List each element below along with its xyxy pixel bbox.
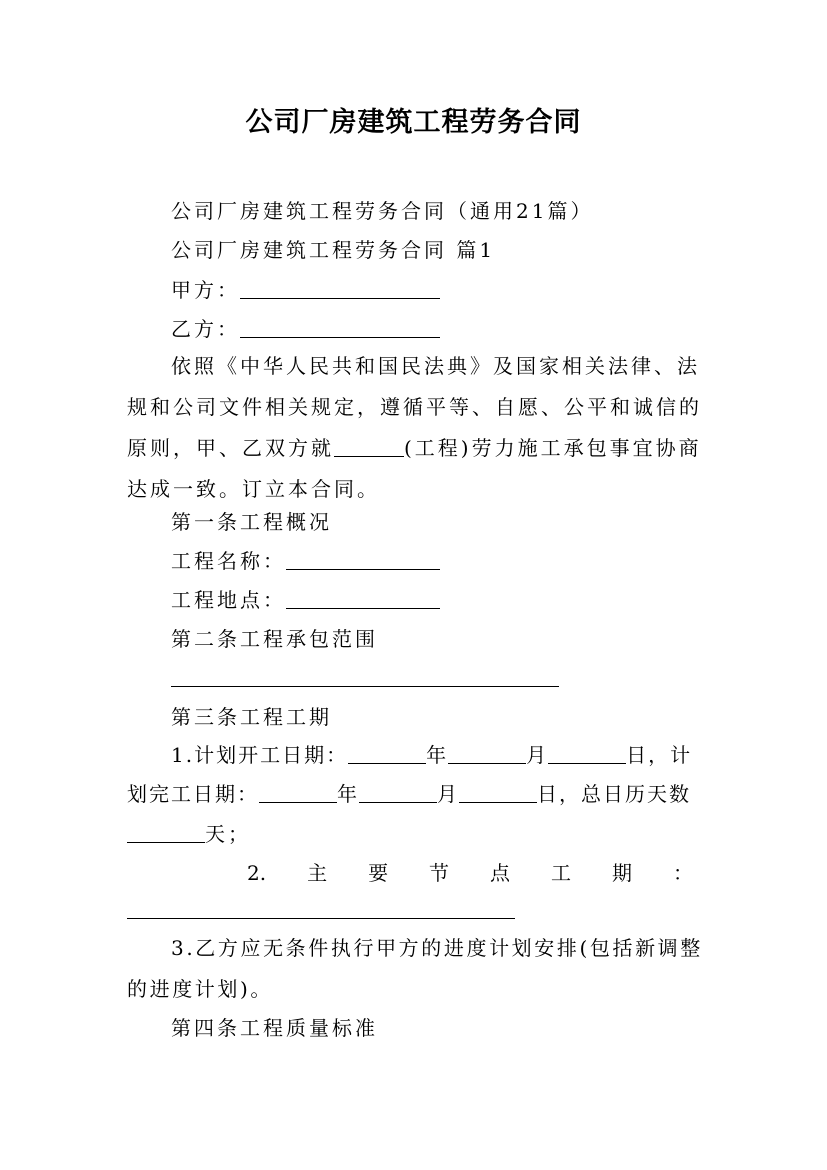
party-b-label: 乙方： [171, 317, 240, 341]
project-location-line [171, 588, 440, 612]
milestone-char: 点 [490, 861, 511, 885]
project-name-label: 工程名称： [171, 549, 286, 573]
month-label: 月 [437, 782, 459, 806]
start-year-blank [348, 745, 426, 764]
party-a-line [171, 278, 440, 302]
milestones-blank-line [127, 918, 515, 919]
day-label: 日，计 [626, 743, 693, 767]
milestone-char: ： [672, 861, 693, 885]
milestone-char: 要 [368, 861, 389, 885]
schedule-line-1 [171, 743, 692, 767]
party-b-blank [240, 319, 440, 338]
party-a-label: 甲方： [171, 278, 240, 302]
document-subtitle: 公司厂房建筑工程劳务合同（通用21篇） [171, 199, 594, 223]
schedule-start-label: 1.计划开工日期： [171, 743, 349, 767]
intro-paragraph [127, 346, 703, 510]
document-title: 公司厂房建筑工程劳务合同 [245, 107, 582, 138]
start-day-blank [548, 745, 626, 764]
schedule-line-2 [127, 782, 691, 806]
year-label: 年 [426, 743, 449, 767]
scope-blank-line [171, 686, 559, 687]
project-location-label: 工程地点： [171, 588, 286, 612]
end-date-label: 划完工日期： [127, 782, 259, 806]
end-month-blank [359, 784, 437, 803]
milestone-char: 工 [551, 861, 572, 885]
party-a-blank [240, 280, 440, 299]
start-month-blank [448, 745, 526, 764]
section-heading: 公司厂房建筑工程劳务合同 篇1 [171, 238, 496, 262]
article-1-heading: 第一条工程概况 [171, 510, 332, 534]
month-label: 月 [526, 743, 549, 767]
article-3-heading: 第三条工程工期 [171, 705, 332, 729]
end-year-blank [259, 784, 337, 803]
milestone-char: 主 [307, 861, 328, 885]
milestone-char: 期 [612, 861, 632, 885]
party-b-line [171, 317, 440, 341]
milestone-char: 2. [247, 861, 267, 885]
project-name-line [171, 549, 440, 573]
days-unit-label: 天； [205, 822, 251, 846]
intro-text-1: 依照《中华人民共和国民法典》及国家相关法律、法规和公司文件相关规定，遵循平等、自愿、公平和诚信的原则，甲、乙双方就 [127, 354, 702, 460]
schedule-line-3 [127, 822, 251, 846]
milestone-char: 节 [429, 861, 450, 885]
year-label: 年 [337, 782, 359, 806]
total-days-label: 日，总日历天数 [537, 782, 691, 806]
article-4-heading: 第四条工程质量标准 [171, 1016, 378, 1040]
project-name-field [286, 551, 440, 570]
article-2-heading: 第二条工程承包范围 [171, 627, 378, 651]
item-3-paragraph: 3.乙方应无条件执行甲方的进度计划安排(包括新调整的进度计划)。 [127, 936, 703, 1001]
total-days-blank [127, 824, 205, 843]
project-name-blank [334, 438, 404, 457]
end-day-blank [459, 784, 537, 803]
project-location-field [286, 590, 440, 609]
key-milestones-line [247, 861, 693, 885]
intro-text-2: (工程)劳力施工承包事宜协商达成一致。订立本合同。 [127, 436, 702, 501]
